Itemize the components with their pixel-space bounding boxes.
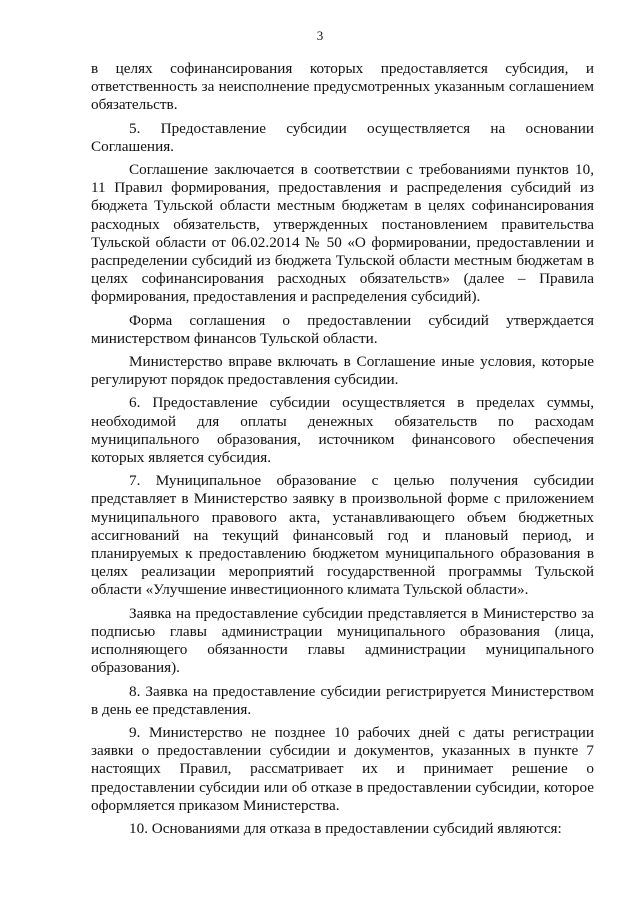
paragraph-item-9: 9. Министерство не позднее 10 рабочих дней с даты регистрации заявки о предоставлении субсидии и документов, указанных в пункте 7 настоящих Правил, рассматривает их и принимает решение о предоставлении субсидии или об отказе в предоставлении субсидии, которое оформляется приказом Министерства. bbox=[91, 723, 594, 814]
paragraph-item-10: 10. Основаниями для отказа в предоставлении субсидий являются: bbox=[129, 819, 562, 837]
paragraph-application-signature: Заявка на предоставление субсидии представляется в Министерство за подписью главы администрации муниципального образования (лица, исполняющего обязанности главы администрации муниципального образования). bbox=[91, 604, 594, 677]
document-body bbox=[91, 60, 594, 843]
paragraph-item-7: 7. Муниципальное образование с целью получения субсидии представляет в Министерство заявку в произвольной форме с приложением муниципального правового акта, устанавливающего объем бюджетных ассигнований на текущий финансовый год и плановый период, и планируемых к предоставлению бюджетом муниципального образования в целях реализации мероприятий государственной программы Тульской области «Улучшение инвестиционного климата Тульской области». bbox=[91, 472, 594, 599]
page-number: 3 bbox=[316, 28, 324, 43]
paragraph-item-5: 5. Предоставление субсидии осуществляется на основании Соглашения. bbox=[91, 119, 594, 155]
paragraph-agreement-conditions: Министерство вправе включать в Соглашение иные условия, которые регулируют порядок предоставления субсидии. bbox=[91, 353, 594, 389]
paragraph-item-8: 8. Заявка на предоставление субсидии регистрируется Министерством в день ее представления. bbox=[91, 682, 594, 718]
paragraph-item-6: 6. Предоставление субсидии осуществляется в пределах суммы, необходимой для оплаты денежных обязательств по расходам муниципального образования, источником финансового обеспечения которых является субсидия. bbox=[91, 394, 594, 467]
paragraph-continuation: в целях софинансирования которых предоставляется субсидия, и ответственность за неисполнение предусмотренных указанным соглашением обязательств. bbox=[91, 60, 594, 114]
paragraph-agreement-conclusion: Соглашение заключается в соответствии с требованиями пунктов 10, 11 Правил формирования, предоставления и распределения субсидий из бюджета Тульской области местным бюджетам в целях софинансирования расходных обязательств, утвержденных постановлением правительства Тульской области от 06.02.2014 № 50 «О формировании, предоставлении и распределении субсидий из бюджета Тульской области местным бюджетам в целях софинансирования расходных обязательств» (далее – Правила формирования, предоставления и распределения субсидий). bbox=[91, 161, 594, 306]
paragraph-agreement-form: Форма соглашения о предоставлении субсидий утверждается министерством финансов Тульской области. bbox=[91, 311, 594, 347]
